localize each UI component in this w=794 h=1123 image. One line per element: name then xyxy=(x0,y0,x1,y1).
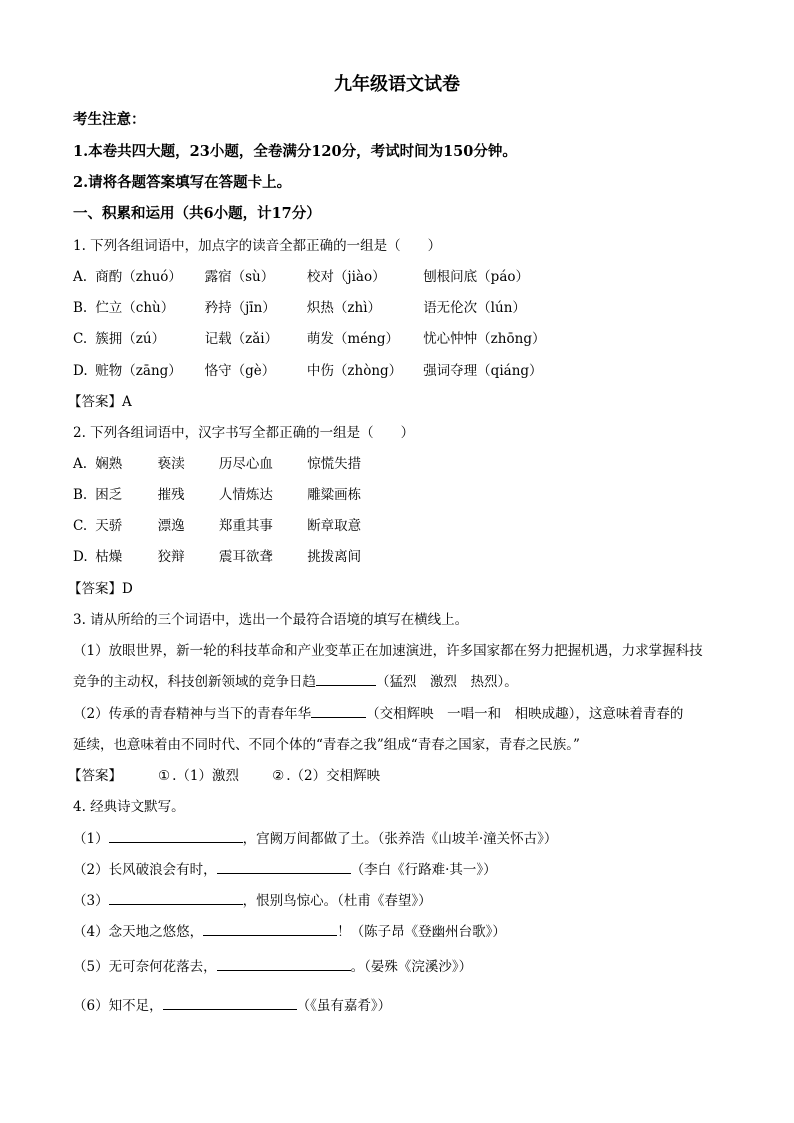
option-word: 赃物（zāng） xyxy=(95,363,182,379)
circled-number: ② xyxy=(272,768,285,784)
option-word: 簇拥（zú） xyxy=(95,331,166,347)
option-label: C. xyxy=(73,331,88,347)
option-word: 枯燥 xyxy=(95,549,123,565)
q3-part1-line2 xyxy=(73,670,518,690)
option-word: 忧心忡忡（zhōng） xyxy=(423,331,546,347)
option-label: B. xyxy=(73,487,88,503)
circled-number: ① xyxy=(158,768,171,784)
question-2-stem: 2. 下列各组词语中，汉字书写全都正确的一组是（ ） xyxy=(73,425,415,441)
q4-line-4 xyxy=(73,920,506,940)
option-label: D. xyxy=(73,549,88,565)
fill-blank[interactable] xyxy=(217,861,351,874)
option-label: B. xyxy=(73,300,88,316)
option-word: 挑拨离间 xyxy=(307,549,362,565)
text-segment: （2）长风破浪会有时， xyxy=(73,862,217,878)
q3-part2-line2: 延续，也意味着由不同时代、不同个体的“青春之我”组成“青春之国家，青春之民族。” xyxy=(73,737,580,753)
section-heading: 一、积累和运用（共6小题，计17分） xyxy=(73,205,321,222)
page-title: 九年级语文试卷 xyxy=(334,74,460,95)
option-word: 人情炼达 xyxy=(218,487,273,503)
option-word: 郑重其事 xyxy=(218,518,273,534)
option-word: 震耳欲聋 xyxy=(218,549,273,565)
answer-tag: 【答案】 xyxy=(68,768,122,784)
option-word: 摧残 xyxy=(157,487,185,503)
q1-option-c xyxy=(73,327,545,347)
q4-line-2 xyxy=(73,858,497,878)
text-segment: （6）知不足， xyxy=(73,998,163,1014)
text-segment: 。（晏殊《浣溪沙》） xyxy=(350,959,473,975)
q2-answer xyxy=(68,577,133,597)
fill-blank[interactable] xyxy=(316,673,376,686)
q3-answer xyxy=(68,764,380,784)
fill-blank[interactable] xyxy=(217,958,351,971)
option-word: 狡辩 xyxy=(157,549,185,565)
notice-item-2: 2.请将各题答案填写在答题卡上。 xyxy=(73,174,292,191)
q4-line-6 xyxy=(73,994,391,1014)
answer-value: .（1）激烈 xyxy=(172,768,239,784)
q3-part1-line1: （1）放眼世界，新一轮的科技革命和产业变革正在加速演进，许多国家都在努力把握机遇，力求掌握科技 xyxy=(73,643,703,659)
answer-value: .（2）交相辉映 xyxy=(286,768,381,784)
answer-tag: 【答案】 xyxy=(68,394,122,410)
fill-blank[interactable] xyxy=(311,705,366,718)
q4-line-1 xyxy=(73,827,557,847)
option-label: A. xyxy=(73,456,88,472)
q2-option-d xyxy=(73,545,361,565)
text-segment: ，宫阙万间都做了土。（张养浩《山坡羊·潼关怀古》） xyxy=(242,831,558,847)
fill-blank[interactable] xyxy=(109,830,243,843)
option-word: 炽热（zhì） xyxy=(306,300,382,316)
answer-value: D xyxy=(122,581,133,597)
text-segment: 竞争的主动权，科技创新领域的竞争日趋 xyxy=(73,674,316,690)
option-word: 矜持（jīn） xyxy=(204,300,276,316)
q4-line-5 xyxy=(73,955,472,975)
text-segment: （交相辉映 一唱一和 相映成趣），这意味着青春的 xyxy=(366,706,684,722)
q2-option-b xyxy=(73,483,361,503)
text-segment: （4）念天地之悠悠， xyxy=(73,924,204,940)
answer-tag: 【答案】 xyxy=(68,581,122,597)
q2-option-a xyxy=(73,452,361,472)
notice-item-1: 1.本卷共四大题，23小题，全卷满分120分，考试时间为150分钟。 xyxy=(73,143,517,160)
option-word: 惊慌失措 xyxy=(307,456,362,472)
option-word: 雕粱画栋 xyxy=(307,487,362,503)
option-word: 断章取意 xyxy=(307,518,362,534)
answer-value: A xyxy=(122,394,132,410)
text-segment: （5）无可奈何花落去， xyxy=(73,959,217,975)
option-label: D. xyxy=(73,363,88,379)
option-word: 露宿（sù） xyxy=(204,269,275,285)
option-word: 历尽心血 xyxy=(218,456,273,472)
text-segment: ，恨别鸟惊心。（杜甫《春望》） xyxy=(242,893,432,909)
q4-line-3 xyxy=(73,889,432,909)
option-word: 强词夺理（qiáng） xyxy=(423,363,543,379)
notice-heading: 考生注意： xyxy=(73,111,146,128)
fill-blank[interactable] xyxy=(203,923,337,936)
q1-option-d xyxy=(73,359,543,379)
fill-blank[interactable] xyxy=(109,892,243,905)
option-word: 刨根问底（páo） xyxy=(423,269,530,285)
text-segment: （李白《行路难·其一》） xyxy=(350,862,497,878)
option-word: 中伤（zhòng） xyxy=(306,363,403,379)
option-word: 困乏 xyxy=(95,487,123,503)
option-word: 记载（zǎi） xyxy=(204,331,279,347)
text-segment: （猛烈 激烈 热烈）。 xyxy=(376,674,518,690)
fill-blank[interactable] xyxy=(163,997,297,1010)
text-segment: （3） xyxy=(73,893,109,909)
question-1-stem: 1. 下列各组词语中，加点字的读音全都正确的一组是（ ） xyxy=(73,238,442,254)
option-word: 恪守（gè） xyxy=(204,363,276,379)
option-label: C. xyxy=(73,518,88,534)
option-word: 萌发（méng） xyxy=(306,331,400,347)
text-segment: ！（陈子昂《登幽州台歌》） xyxy=(337,924,506,940)
q1-answer xyxy=(68,390,132,410)
q1-option-b xyxy=(73,296,526,316)
text-segment: （《虽有嘉肴》） xyxy=(296,998,392,1014)
q2-option-c xyxy=(73,514,361,534)
option-word: 校对（jiào） xyxy=(306,269,386,285)
option-word: 伫立（chù） xyxy=(95,300,175,316)
text-segment: （1） xyxy=(73,831,109,847)
option-word: 亵渎 xyxy=(157,456,185,472)
option-label: A. xyxy=(73,269,88,285)
option-word: 娴熟 xyxy=(95,456,123,472)
option-word: 漂逸 xyxy=(157,518,185,534)
question-3-stem: 3. 请从所给的三个词语中，选出一个最符合语境的填写在横线上。 xyxy=(73,612,469,628)
option-word: 语无伦次（lún） xyxy=(423,300,526,316)
text-segment: （2）传承的青春精神与当下的青春年华 xyxy=(73,706,312,722)
option-word: 天骄 xyxy=(95,518,123,534)
option-word: 商酌（zhuó） xyxy=(95,269,182,285)
question-4-stem: 4. 经典诗文默写。 xyxy=(73,799,185,815)
q1-option-a xyxy=(73,265,529,285)
q3-part2-line1 xyxy=(73,702,683,722)
